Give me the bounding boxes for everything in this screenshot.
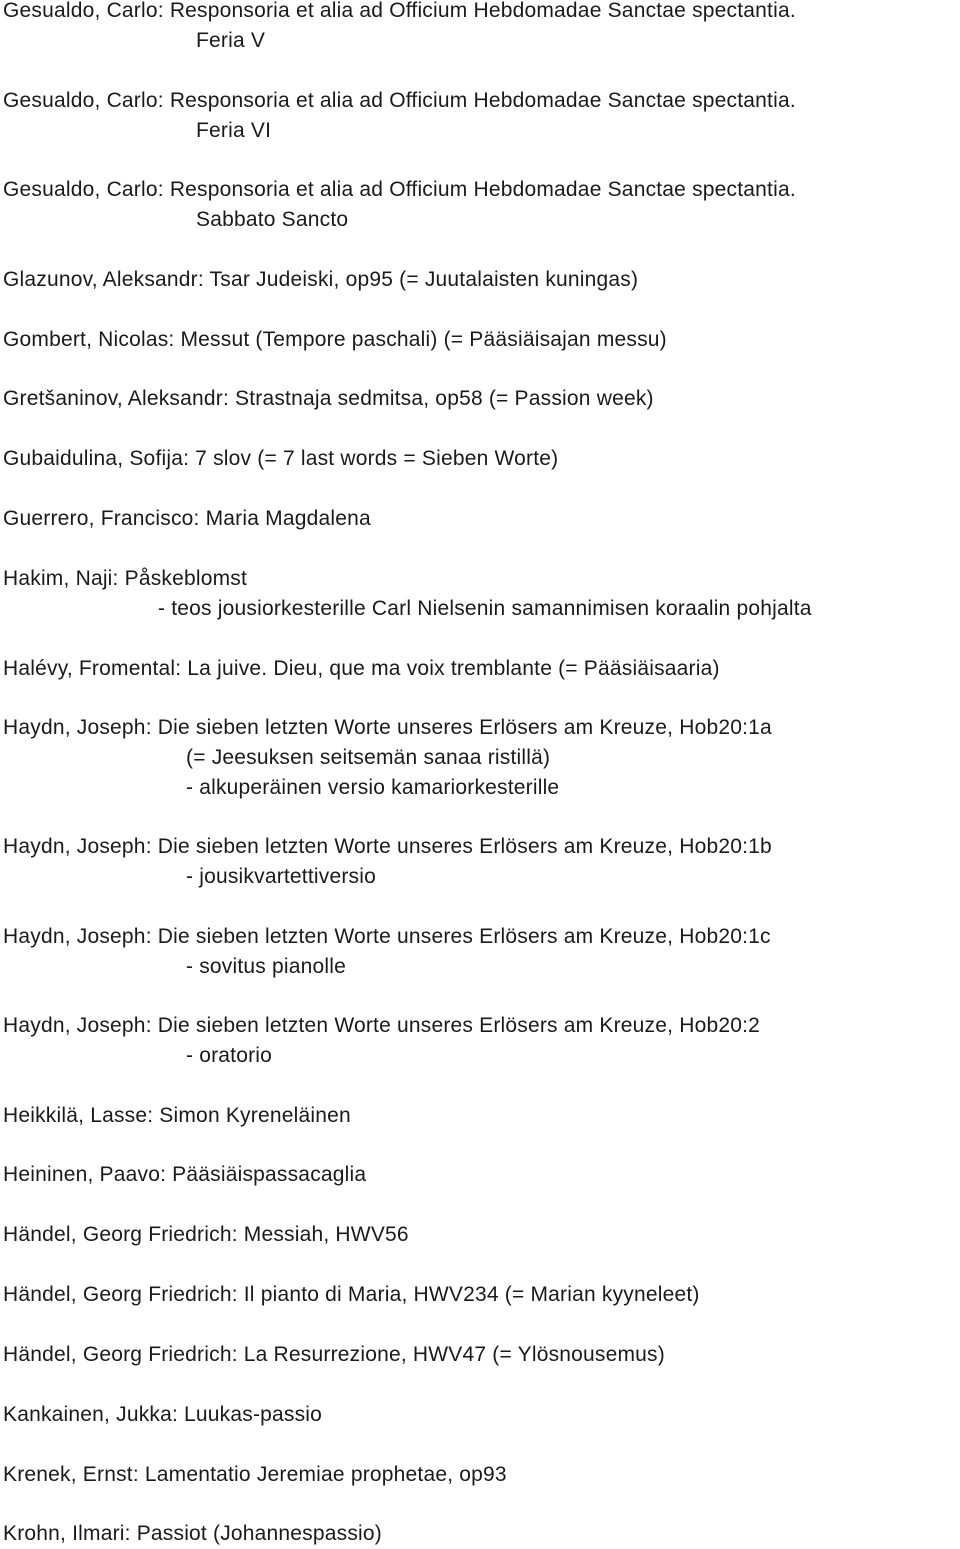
entry-title: Halévy, Fromental: La juive. Dieu, que ma voix tremblante (= Pääsiäisaaria): [3, 657, 720, 680]
entry-title: Kankainen, Jukka: Luukas-passio: [3, 1403, 323, 1426]
entry-title: Heikkilä, Lasse: Simon Kyreneläinen: [3, 1104, 351, 1127]
entry-title: Haydn, Joseph: Die sieben letzten Worte unseres Erlösers am Kreuze, Hob20:1b: [3, 835, 772, 858]
entry-subline: - jousikvartettiversio: [186, 865, 376, 888]
entry-title: Gretšaninov, Aleksandr: Strastnaja sedmitsa, op58 (= Passion week): [3, 387, 654, 410]
entry-title: Krohn, Ilmari: Passiot (Johannespassio): [3, 1522, 382, 1545]
entry-title: Krenek, Ernst: Lamentatio Jeremiae prophetae, op93: [3, 1463, 507, 1486]
entry-title: Gombert, Nicolas: Messut (Tempore paschali) (= Pääsiäisajan messu): [3, 328, 667, 351]
entry-title: Gesualdo, Carlo: Responsoria et alia ad Officium Hebdomadae Sanctae spectantia.: [3, 178, 796, 201]
entry-subline: (= Jeesuksen seitsemän sanaa ristillä): [186, 746, 551, 769]
entry-subline: Sabbato Sancto: [196, 208, 349, 231]
entry-title: Händel, Georg Friedrich: Messiah, HWV56: [3, 1223, 409, 1246]
entry-subline: - alkuperäinen versio kamariorkesterille: [186, 776, 560, 799]
entry-subline: - teos jousiorkesterille Carl Nielsenin samannimisen koraalin pohjalta: [158, 597, 812, 620]
entry-title: Gesualdo, Carlo: Responsoria et alia ad Officium Hebdomadae Sanctae spectantia.: [3, 89, 796, 112]
entry-title: Haydn, Joseph: Die sieben letzten Worte unseres Erlösers am Kreuze, Hob20:1a: [3, 716, 772, 739]
entry-subline: Feria VI: [196, 119, 272, 142]
entry-title: Heininen, Paavo: Pääsiäispassacaglia: [3, 1163, 367, 1186]
entry-title: Haydn, Joseph: Die sieben letzten Worte unseres Erlösers am Kreuze, Hob20:2: [3, 1014, 760, 1037]
entry-title: Gesualdo, Carlo: Responsoria et alia ad Officium Hebdomadae Sanctae spectantia.: [3, 0, 796, 22]
entry-title: Gubaidulina, Sofija: 7 slov (= 7 last words = Sieben Worte): [3, 447, 559, 470]
entry-subline: - sovitus pianolle: [186, 955, 347, 978]
entry-subline: Feria V: [196, 29, 266, 52]
entry-title: Hakim, Naji: Påskeblomst: [3, 567, 248, 590]
entry-title: Händel, Georg Friedrich: Il pianto di Maria, HWV234 (= Marian kyyneleet): [3, 1283, 700, 1306]
entry-title: Guerrero, Francisco: Maria Magdalena: [3, 507, 371, 530]
entry-title: Glazunov, Aleksandr: Tsar Judeiski, op95 (= Juutalaisten kuningas): [3, 268, 639, 291]
entry-title: Händel, Georg Friedrich: La Resurrezione, HWV47 (= Ylösnousemus): [3, 1343, 665, 1366]
entry-title: Haydn, Joseph: Die sieben letzten Worte unseres Erlösers am Kreuze, Hob20:1c: [3, 925, 771, 948]
entry-subline: - oratorio: [186, 1044, 273, 1067]
